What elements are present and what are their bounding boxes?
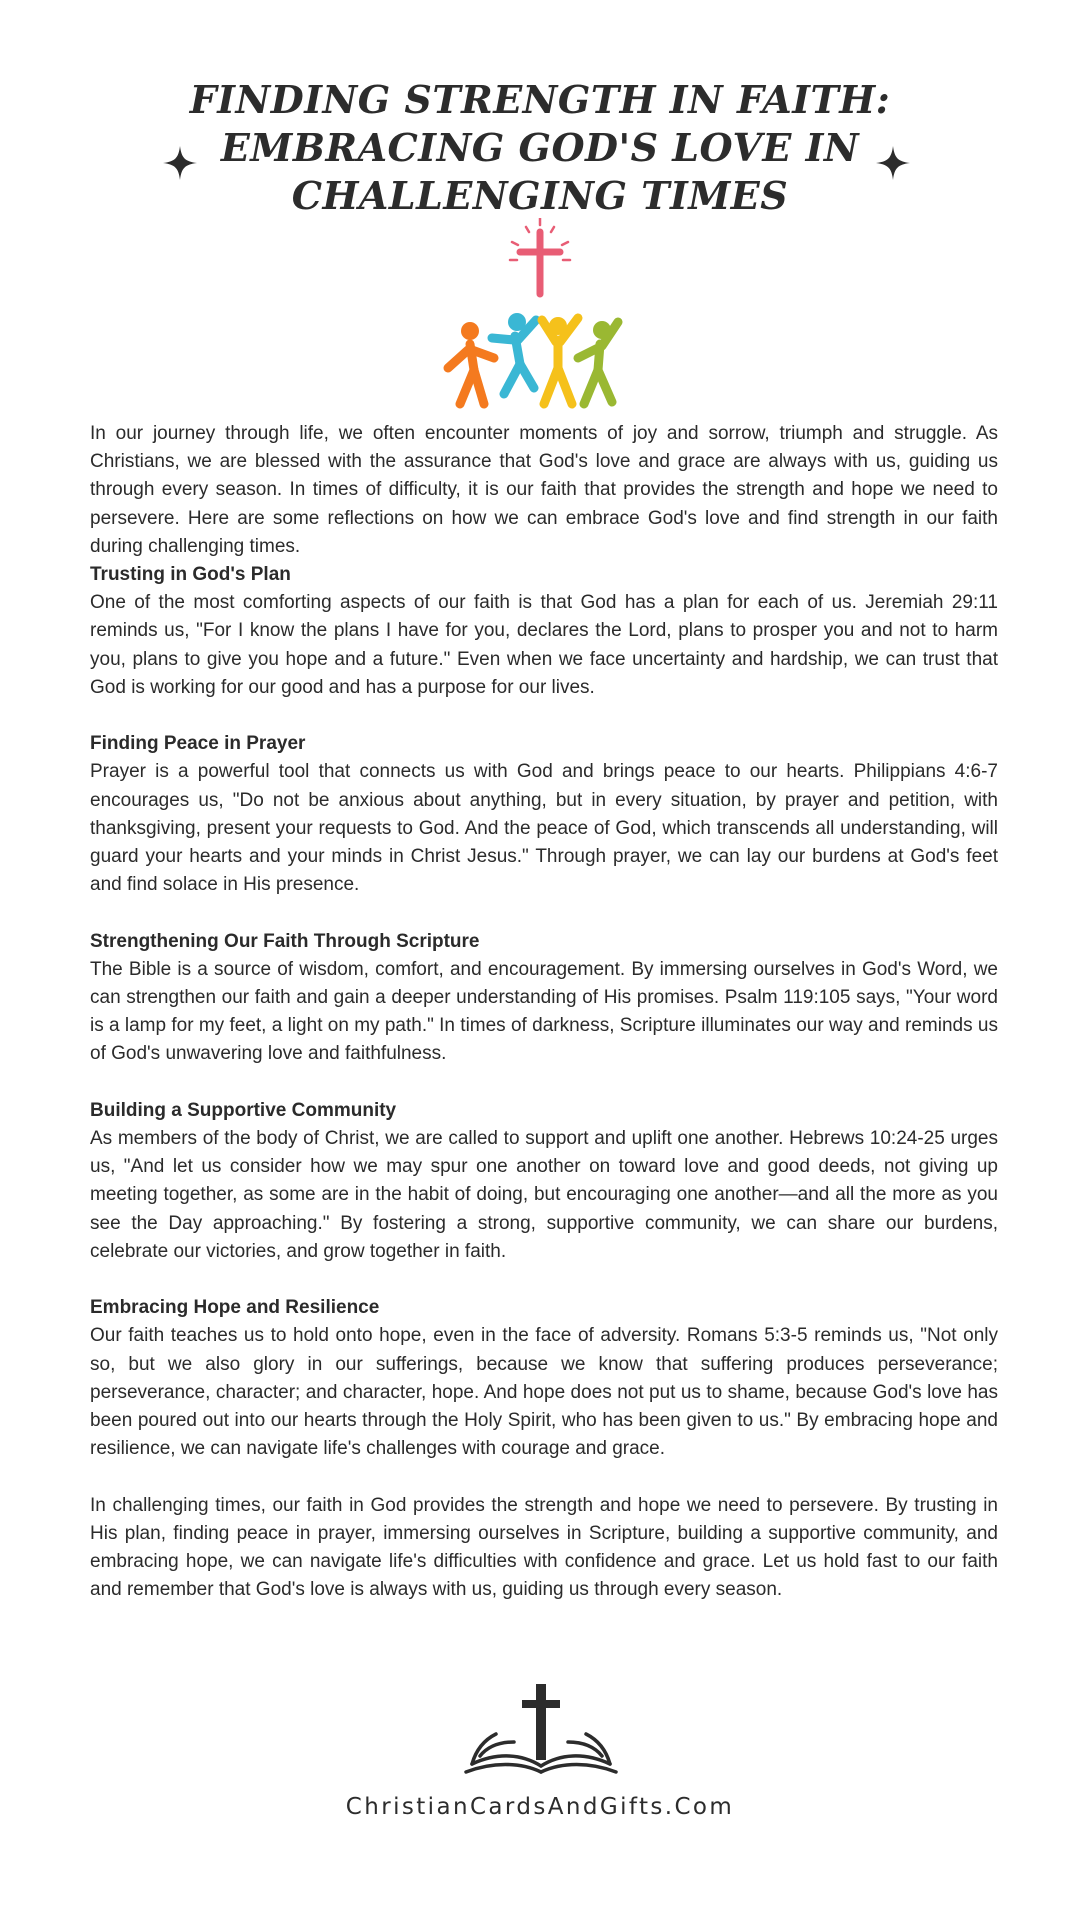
intro-paragraph: In our journey through life, we often encounter moments of joy and sorrow, triumph and struggle. As Christians, we are blessed with the assurance that God's love and grace are always with us, guiding us through every season. In times of difficulty, it is our faith that provides the strength and hope we need to persevere. Here are some reflections on how we can embrace God's love and find strength in our faith during challenging times. <box>90 423 998 557</box>
section-hope <box>90 1294 998 1463</box>
section-peace-prayer <box>90 730 998 899</box>
section-trusting-plan <box>90 561 998 702</box>
section-heading: Trusting in God's Plan <box>90 564 291 586</box>
page-title <box>140 76 940 220</box>
section-heading: Strengthening Our Faith Through Scripture <box>90 930 480 952</box>
title-line-2: EMBRACING GOD'S LOVE IN <box>220 125 860 170</box>
section-paragraph: Our faith teaches us to hold onto hope, even in the face of adversity. Romans 5:3-5 reminds us, "Not only so, but we also glory in our sufferings, because we know that suffering produces perseverance; perseverance, character; and character, hope. And hope does not put us to shame, because God's love has been poured out into our hearts through the Holy Spirit, who has been given to us." By embracing hope and resilience, we can navigate life's challenges with courage and grace. <box>90 1325 998 1460</box>
conclusion-paragraph: In challenging times, our faith in God provides the strength and hope we need to persevere. By trusting in His plan, finding peace in prayer, immersing ourselves in Scripture, building a supportive community, and embracing hope, we can navigate life's difficulties with confidence and grace. Let us hold fast to our faith and remember that God's love is always with us, guiding us through every season. <box>90 1494 998 1601</box>
section-heading: Embracing Hope and Resilience <box>90 1297 380 1319</box>
title-line-3: CHALLENGING TIMES <box>291 173 789 218</box>
section-scripture <box>90 928 998 1069</box>
section-paragraph: Prayer is a powerful tool that connects us with God and brings peace to our hearts. Philippians 4:6-7 encourages us, "Do not be anxious about anything, but in every situation, by prayer and petition, with thanksgiving, present your requests to God. And the peace of God, which transcends all understanding, will guard your hearts and your minds in Christ Jesus." Through prayer, we can lay our burdens at God's feet and find solace in His presence. <box>90 761 998 896</box>
cross-bible-logo-icon <box>462 1684 622 1776</box>
orange-person-icon <box>448 322 494 404</box>
cross-icon <box>510 218 570 294</box>
article-body <box>90 420 998 1604</box>
footer-site-name: ChristianCardsAndGifts.Com <box>345 1794 735 1820</box>
section-paragraph: The Bible is a source of wisdom, comfort, and encouragement. By immersing ourselves in God's Word, we can strengthen our faith and gain a deeper understanding of His promises. Psalm 119:105 says, "Your word is a lamp for my feet, a light on my path." In times of darkness, Scripture illuminates our way and reminds us of God's unwavering love and faithfulness. <box>90 958 998 1065</box>
section-paragraph: As members of the body of Christ, we are called to support and uplift one another. Hebrews 10:24-25 urges us, "And let us consider how we may spur one another on toward love and good deeds, not giving up meeting together, as some are in the habit of doing, but encouraging one another—and all the more as you see the Day approaching." By fostering a strong, supportive community, we can share our burdens, celebrate our victories, and grow together in faith. <box>90 1128 998 1262</box>
title-line-1: FINDING STRENGTH IN FAITH: <box>189 77 891 122</box>
section-paragraph: One of the most comforting aspects of our faith is that God has a plan for each of us. Jeremiah 29:11 reminds us, "For I know the plans I have for you, declares the Lord, plans to prosper you and not to harm you, plans to give you hope and a future." Even when we face uncertainty and hardship, we can trust that God is working for our good and has a purpose for our lives. <box>90 592 998 698</box>
section-community <box>90 1097 998 1266</box>
yellow-person-icon <box>542 317 578 404</box>
blue-person-icon <box>492 313 536 394</box>
section-heading: Finding Peace in Prayer <box>90 733 306 755</box>
cross-with-people-icon <box>430 218 650 414</box>
section-heading: Building a Supportive Community <box>90 1099 397 1121</box>
green-person-icon <box>578 321 618 404</box>
